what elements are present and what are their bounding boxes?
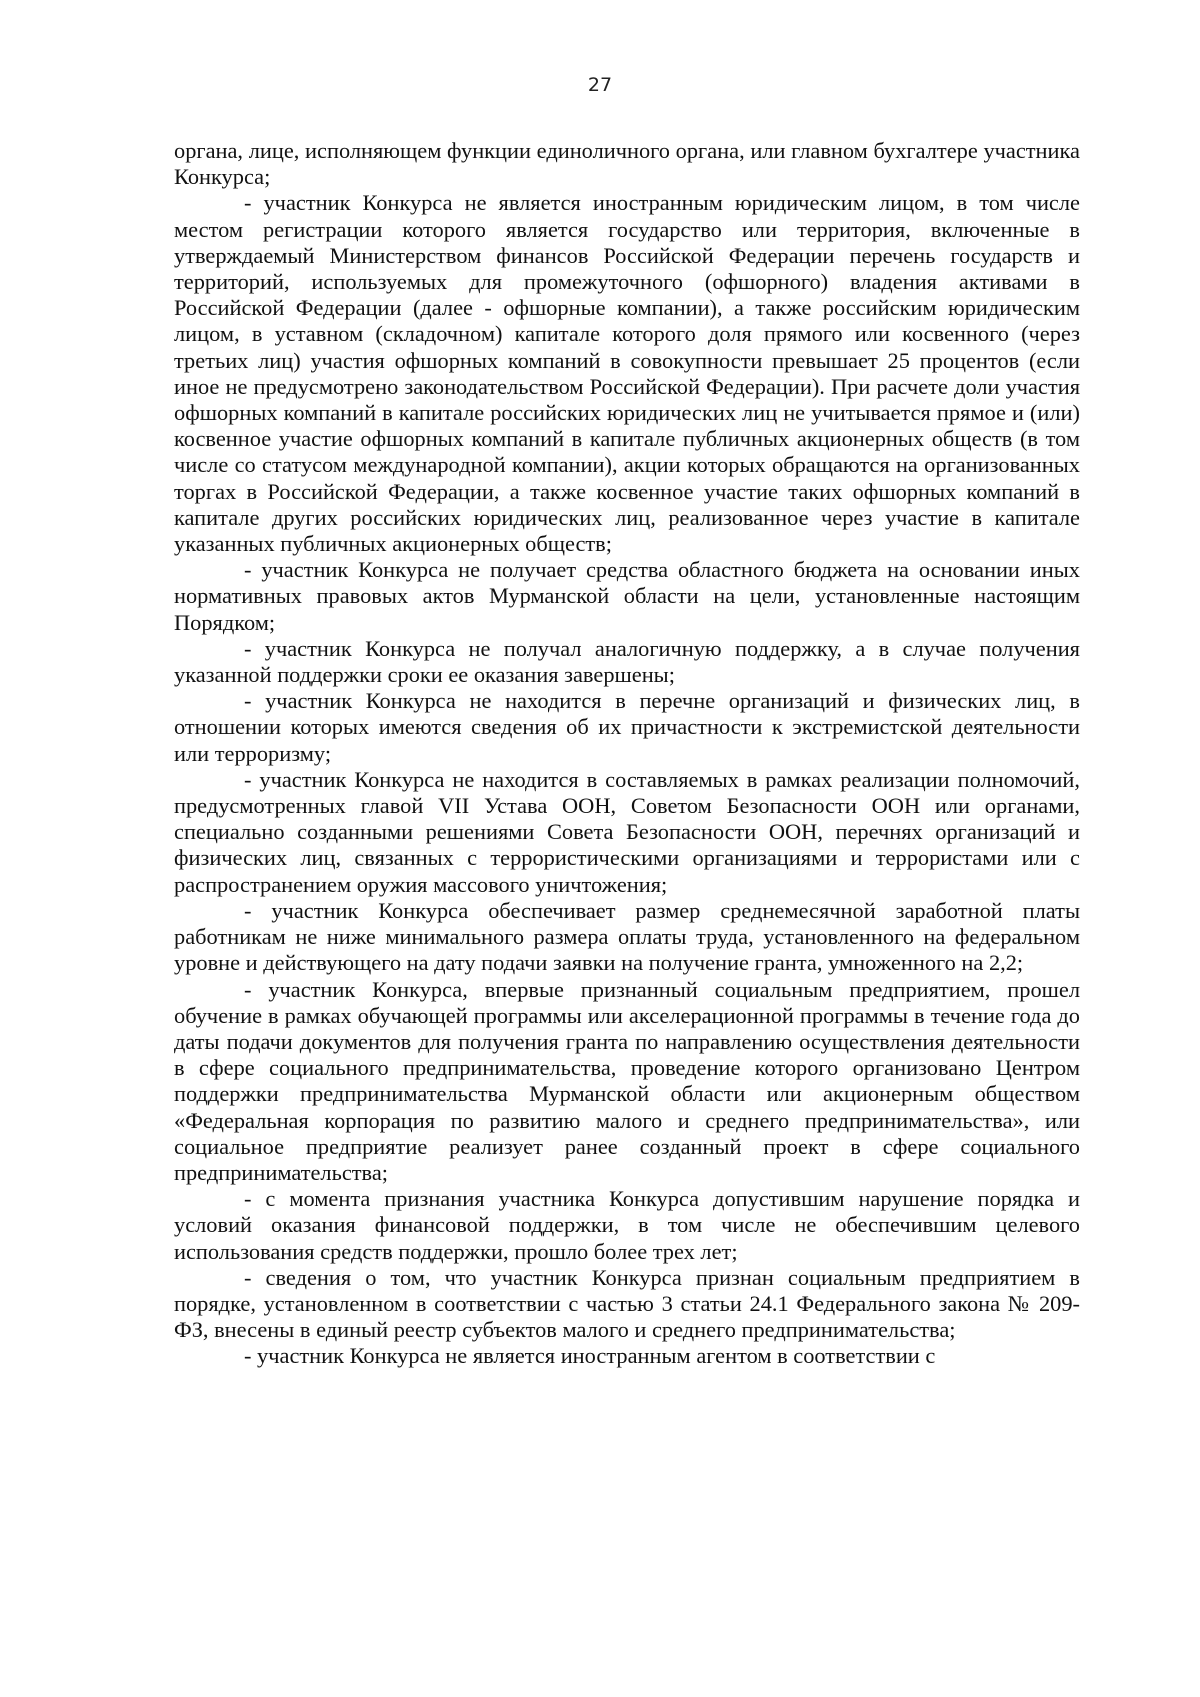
paragraph-registry: - сведения о том, что участник Конкурса признан социальным предприятием в порядке, установленном в соответствии с частью 3 статьи 24.1 Федерального закона № 209-ФЗ, внесены в единый реестр субъектов малого и среднего предпринимательства; bbox=[174, 1264, 1080, 1343]
document-body bbox=[174, 138, 1080, 1370]
paragraph-un-lists: - участник Конкурса не находится в составляемых в рамках реализации полномочий, предусмотренных главой VII Устава ООН, Советом Безопасности ООН или органами, специально созданными решениями Совета Безопасности ООН, перечнях организаций и физических лиц, связанных с террористическими организациями и террористами или с распространением оружия массового уничтожения; bbox=[174, 766, 1080, 897]
paragraph-extremism-list: - участник Конкурса не находится в перечне организаций и физических лиц, в отношении которых имеются сведения об их причастности к экстремистской деятельности или терроризму; bbox=[174, 688, 1080, 766]
paragraph-violation-period: - с момента признания участника Конкурса допустившим нарушение порядка и условий оказания финансовой поддержки, в том числе не обеспечившим целевого использования средств поддержки, прошло более трех лет; bbox=[174, 1186, 1080, 1264]
page-number: 27 bbox=[587, 74, 613, 96]
paragraph-similar-support: - участник Конкурса не получал аналогичную поддержку, а в случае получения указанной поддержки сроки ее оказания завершены; bbox=[174, 635, 1080, 688]
paragraph-offshore-companies: - участник Конкурса не является иностранным юридическим лицом, в том числе местом регистрации которого является государство или территория, включенные в утверждаемый Министерством финансов Российской Федерации перечень государств и территорий, используемых для промежуточного (офшорного) владения активами в Российской Федерации (далее - офшорные компании), а также российским юридическим лицом, в уставном (складочном) капитале которого доля прямого или косвенного (через третьих лиц) участия офшорных компаний в совокупности превышает 25 процентов (если иное не предусмотрено законодательством Российской Федерации). При расчете доли участия офшорных компаний в капитале российских юридических лиц не учитывается прямое и (или) косвенное участие офшорных компаний в капитале публичных акционерных обществ (в том числе со статусом международной компании), акции которых обращаются на организованных торгах в Российской Федерации, а также косвенное участие таких офшорных компаний в капитале других российских юридических лиц, реализованное через участие в капитале указанных публичных акционерных обществ; bbox=[174, 190, 1080, 557]
paragraph-continuation: органа, лице, исполняющем функции единоличного органа, или главном бухгалтере участника Конкурса; bbox=[174, 138, 1080, 190]
paragraph-training: - участник Конкурса, впервые признанный социальным предприятием, прошел обучение в рамках обучающей программы или акселерационной программы в течение года до даты подачи документов для получения гранта по направлению осуществления деятельности в сфере социального предпринимательства, проведение которого организовано Центром поддержки предпринимательства Мурманской области или акционерным обществом «Федеральная корпорация по развитию малого и среднего предпринимательства», или социальное предприятие реализует ранее созданный проект в сфере социального предпринимательства; bbox=[174, 976, 1080, 1185]
paragraph-regional-budget: - участник Конкурса не получает средства областного бюджета на основании иных нормативных правовых актов Мурманской области на цели, установленные настоящим Порядком; bbox=[174, 557, 1080, 635]
paragraph-foreign-agent: - участник Конкурса не является иностранным агентом в соответствии с bbox=[244, 1343, 936, 1369]
paragraph-salary: - участник Конкурса обеспечивает размер среднемесячной заработной платы работникам не ниже минимального размера оплаты труда, установленного на федеральном уровне и действующего на дату подачи заявки на получение гранта, умноженного на 2,2; bbox=[174, 897, 1080, 976]
